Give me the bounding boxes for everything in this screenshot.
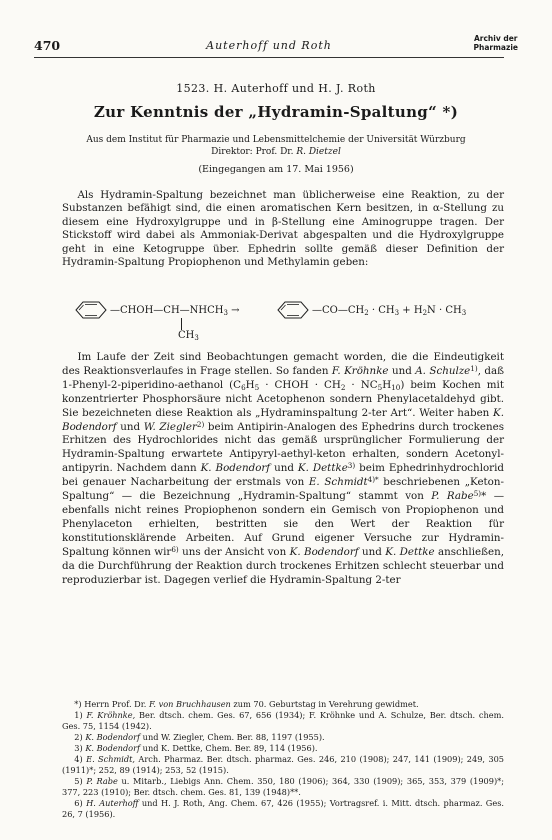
formula-sub: 3 xyxy=(223,309,228,317)
footnote-author: H. Auterhoff xyxy=(86,798,139,808)
article-title: Zur Kenntnis der „Hydramin-Spaltung“ *) xyxy=(93,103,459,121)
footnote-author: P. Rabe xyxy=(86,776,118,786)
header-rule xyxy=(34,57,504,58)
author-name: K. Dettke xyxy=(297,462,348,475)
text-run: beschriebenen „Keton-Spaltung“ — die Bezeichnung „Hydramin-Spaltung“ stammt von xyxy=(62,476,504,503)
author-name: K. Bodendorf xyxy=(289,545,359,558)
footnote-ref: 5) xyxy=(473,489,482,499)
footnote-ref: 3) xyxy=(347,461,356,471)
footnote-text: Arch. Pharmaz. Ber. dtsch. pharmaz. Ges. 246, 210 (1908); 247, 141 (1909); 249, 305 (1911)*; 252, 89 (1914); 253, 52 (1915). xyxy=(62,754,505,775)
footnote-author: K. Bodendorf xyxy=(85,732,141,742)
director-name: R. Dietzel xyxy=(296,147,341,157)
formula-sub: 5 xyxy=(254,382,260,392)
paragraph-main xyxy=(62,351,504,587)
footnote-author: F. Kröhnke, xyxy=(86,710,136,720)
article-number-authors: 1523. H. Auterhoff und H. J. Roth xyxy=(176,82,376,95)
methyl-text: CH xyxy=(178,330,195,341)
footnote-item xyxy=(62,798,504,820)
footnote-mark: 3) xyxy=(74,743,83,753)
footnote-author: F. von Bruchhausen xyxy=(148,699,231,709)
footnote-item xyxy=(62,743,504,754)
author-name: W. Ziegler xyxy=(143,420,197,433)
text-run: und xyxy=(270,462,298,475)
footnote-mark: 4) xyxy=(74,754,83,764)
formula-reactant-text: —CHOH—CH—NHCH xyxy=(110,305,224,316)
text-run: , daß 1-Phenyl-2-piperidino-aethanol (C xyxy=(62,364,504,391)
benzene-ring-icon xyxy=(70,301,112,319)
reaction-equation xyxy=(70,298,510,344)
footnote-text: zum 70. Geburtstag in Verehrung gewidmet. xyxy=(230,699,419,709)
formula-product-a: —CO—CH xyxy=(312,305,365,316)
footnote-item xyxy=(62,710,504,732)
reaction-arrow: → xyxy=(231,305,240,316)
author-name: P. Rabe xyxy=(431,490,474,503)
footnote-item xyxy=(62,732,504,743)
journal-line-1: Archiv der xyxy=(473,34,518,43)
text-run: und xyxy=(116,420,144,433)
paragraph-intro: Als Hydramin-Spaltung bezeichnet man üblicherweise eine Reaktion, zu der Substanzen befähigt sind, die einen aromatischen Kern besitzen, in α-Stellung zu diesem eine Hydroxylgruppe und in β-Stellung eine Aminogruppe tragen. Der Stickstoff wird dabei als Ammoniak-Derivat abgespalten und die Hydroxylgruppe geht in eine Ketogruppe über. Ephedrin sollte gemäß dieser Definition der Hydramin-Spaltung Propiophenon und Methylamin geben: xyxy=(62,189,504,269)
text-run: und xyxy=(388,364,416,377)
institute-affiliation xyxy=(0,134,552,158)
formula-product-d: N · CH xyxy=(427,305,462,316)
footnote-author: K. Bodendorf xyxy=(85,743,141,753)
text-run: Im Laufe der Zeit sind Beobachtungen gemacht worden, die die Eindeutigkeit des Reaktionsverlaufes in Frage stellen. So fanden xyxy=(62,351,504,377)
formula-sub: 6 xyxy=(241,382,246,392)
formula-products xyxy=(312,305,466,316)
footnote-ref: 4)* xyxy=(367,475,379,485)
footnote-author: E. Schmidt, xyxy=(86,754,136,764)
text-run: H xyxy=(245,378,255,391)
director-line xyxy=(0,146,552,158)
formula-sub: 5 xyxy=(377,382,383,392)
formula-sub: 3 xyxy=(461,309,467,317)
footnote-ref: 1) xyxy=(470,363,478,373)
text-run: H xyxy=(382,378,392,391)
footnote-item xyxy=(62,754,504,776)
text-run: uns der Ansicht von xyxy=(178,545,290,558)
text-run: ) beim Kochen mit konzentrierter Phosphorsäure nicht Acetophenon sondern Phenylacetaldehyd gibt. Sie bezeichneten diese Reaktion als „Hydraminspaltung 2-ter Art“. Weiter haben xyxy=(62,378,504,419)
received-date: (Eingegangen am 17. Mai 1956) xyxy=(198,164,354,175)
formula-reactant xyxy=(110,305,240,316)
text-run: beim Antipirin-Analogen des Ephedrins durch trockenes Erhitzen des Hydrochlorides nicht das gemäß ursprünglicher Formulierung der Hydramin-Spaltung erwartete Antipyryl-aethyl-keton erhalten, sondern Acetonyl-antipyrin. Nachdem dann xyxy=(62,420,504,475)
page-number: 470 xyxy=(34,38,61,53)
text-run: * xyxy=(481,490,487,503)
footnote-text: u. Mitarb., Liebigs Ann. Chem. 350, 180 (1906); 364, 330 (1909); 365, 353, 379 (1909)*; 377, 223 (1910); Ber. dtsch. chem. Ges. 81, 139 (1948)**. xyxy=(62,776,505,797)
formula-sub: 3 xyxy=(394,309,400,317)
text-run: — ebenfalls nicht reines Propiophenon sondern ein Gemisch von Propiophenon und Phenylaceton erhielten, bestritten sie den Wert der Reaktion für konstitutionsklärende Arbeiten. Auf Grund eigener Versuche zur Hydramin-Spaltung können wir xyxy=(62,490,504,558)
methyl-substituent xyxy=(178,330,199,341)
footnote-mark: *) xyxy=(74,699,82,709)
text-run: · NC xyxy=(345,378,378,391)
running-title: Auterhoff und Roth xyxy=(206,39,332,52)
author-name: K. Dettke xyxy=(385,545,435,558)
author-name: E. Schmidt xyxy=(308,476,368,489)
footnote-mark: 6) xyxy=(74,798,83,808)
benzene-ring-icon xyxy=(272,301,314,319)
footnote-ref: 6) xyxy=(171,544,179,554)
director-label: Direktor: Prof. Dr. xyxy=(211,147,297,157)
formula-sub: 2 xyxy=(364,309,369,317)
footnote-text: und W. Ziegler, Chem. Ber. 88, 1197 (1955). xyxy=(140,732,325,742)
formula-sub: 10 xyxy=(391,382,401,392)
text-run: beim Ephedrinhydrochlorid bei genauer Nacharbeitung der erstmals von xyxy=(62,462,504,489)
formula-sub: 2 xyxy=(422,309,428,317)
author-name: K. Bodendorf xyxy=(62,406,504,433)
author-name: A. Schulze xyxy=(415,364,471,377)
footnote-text: und K. Dettke, Chem. Ber. 89, 114 (1956). xyxy=(140,743,318,753)
running-head xyxy=(34,34,518,56)
footnote-item xyxy=(62,699,504,710)
journal-line-2: Pharmazie xyxy=(473,43,518,52)
formula-product-b: · CH xyxy=(368,305,395,316)
formula-sub: 3 xyxy=(194,334,199,342)
journal-name xyxy=(474,34,519,52)
formula-sub: 2 xyxy=(340,382,346,392)
footnote-mark: 1) xyxy=(74,710,83,720)
footnote-text: Herrn Prof. Dr. xyxy=(81,699,149,709)
text-run: und xyxy=(358,545,386,558)
methyl-bond-line xyxy=(181,318,182,330)
footnote-text: und H. J. Roth, Ang. Chem. 67, 426 (1955); Vortragsref. i. Mitt. dtsch. pharmaz. Ges. 26, 7 (1956). xyxy=(62,798,504,819)
institute-line: Aus dem Institut für Pharmazie und Lebensmittelchemie der Universität Würzburg xyxy=(86,135,466,145)
footnote-item xyxy=(62,776,504,798)
text-run: · CHOH · CH xyxy=(259,378,341,391)
author-name: F. Kröhnke xyxy=(331,364,389,377)
text-run: anschließen, da die Durchführung der Reaktion durch trockenes Erhitzen schlecht steuerbar und reproduzierbar ist. Dagegen verlief die Hydramin-Spaltung 2-ter xyxy=(62,545,504,586)
footnote-mark: 5) xyxy=(74,776,83,786)
author-name: K. Bodendorf xyxy=(200,462,271,475)
formula-product-c: + H xyxy=(399,305,423,316)
footnote-mark: 2) xyxy=(74,732,83,742)
footnote-ref: 2) xyxy=(196,419,205,429)
footnote-text: Ber. dtsch. chem. Ges. 67, 656 (1934); F. Kröhnke und A. Schulze, Ber. dtsch. chem. Ges. 75, 1154 (1942). xyxy=(62,710,505,731)
footnotes xyxy=(62,699,504,820)
